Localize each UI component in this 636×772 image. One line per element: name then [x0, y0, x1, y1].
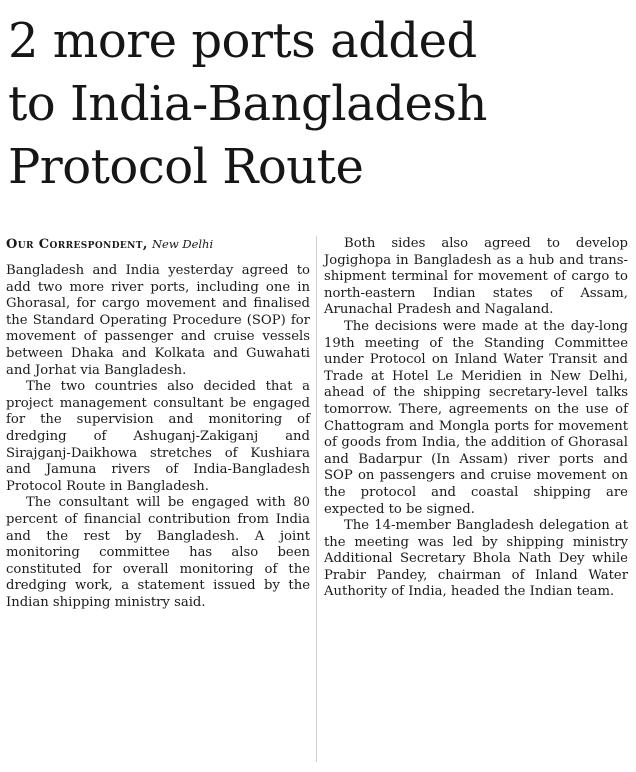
byline-author: Our Correspondent, [6, 237, 148, 252]
article-paragraph: The decisions were made at the day-long 19th meeting of the Standing Committee under Protocol on Inland Water Transit and Trade at Hotel Le Meridien in New Delhi, ahead of the shipping secretary-level talks tomorrow. There, agreements on the use of Chattogram and Mongla ports for movement of goods from India, the addition of Ghorasal and Badarpur (In Assam) river ports and SOP on passengers and cruise movement on the protocol and coastal shipping are expected to be signed. [324, 318, 628, 517]
byline-place: New Delhi [151, 237, 214, 251]
headline-line: 2 more ports added [8, 13, 477, 69]
article-paragraph: Both sides also agreed to develop Jogighopa in Bangladesh as a hub and trans-shipment terminal for movement of cargo to north-eastern Indian states of Assam, Arunachal Pradesh and Nagaland. [324, 236, 628, 318]
headline-line: Protocol Route [8, 139, 364, 195]
article-paragraph: The consultant will be engaged with 80 percent of financial contribution from India and the rest by Bangladesh. A joint monitoring committee has also been constituted for overall monitoring of the dredging work, a statement issued by the Indian shipping ministry said. [6, 495, 310, 610]
byline [6, 236, 310, 253]
headline-line: to India-Bangladesh [8, 76, 487, 132]
article-column-left [6, 236, 310, 611]
article-paragraph: The two countries also decided that a project management consultant be engaged for the supervision and monitoring of dredging of Ashuganj-Zakiganj and Sirajganj-Daikhowa stretches of Kushiara and Jamuna rivers of India-Bangladesh Protocol Route in Bangladesh. [6, 379, 310, 494]
headline [8, 10, 630, 199]
article-column-right [324, 236, 628, 601]
article-paragraph: The 14-member Bangladesh delegation at the meeting was led by shipping ministry Additional Secretary Bhola Nath Dey while Prabir Pandey, chairman of Inland Water Authority of India, headed the Indian team. [324, 518, 628, 600]
article-paragraph: Bangladesh and India yesterday agreed to add two more river ports, including one in Ghorasal, for cargo movement and finalised the Standard Operating Procedure (SOP) for movement of passenger and cruise vessels between Dhaka and Kolkata and Guwahati and Jorhat via Bangladesh. [6, 263, 310, 378]
column-divider [316, 236, 317, 762]
